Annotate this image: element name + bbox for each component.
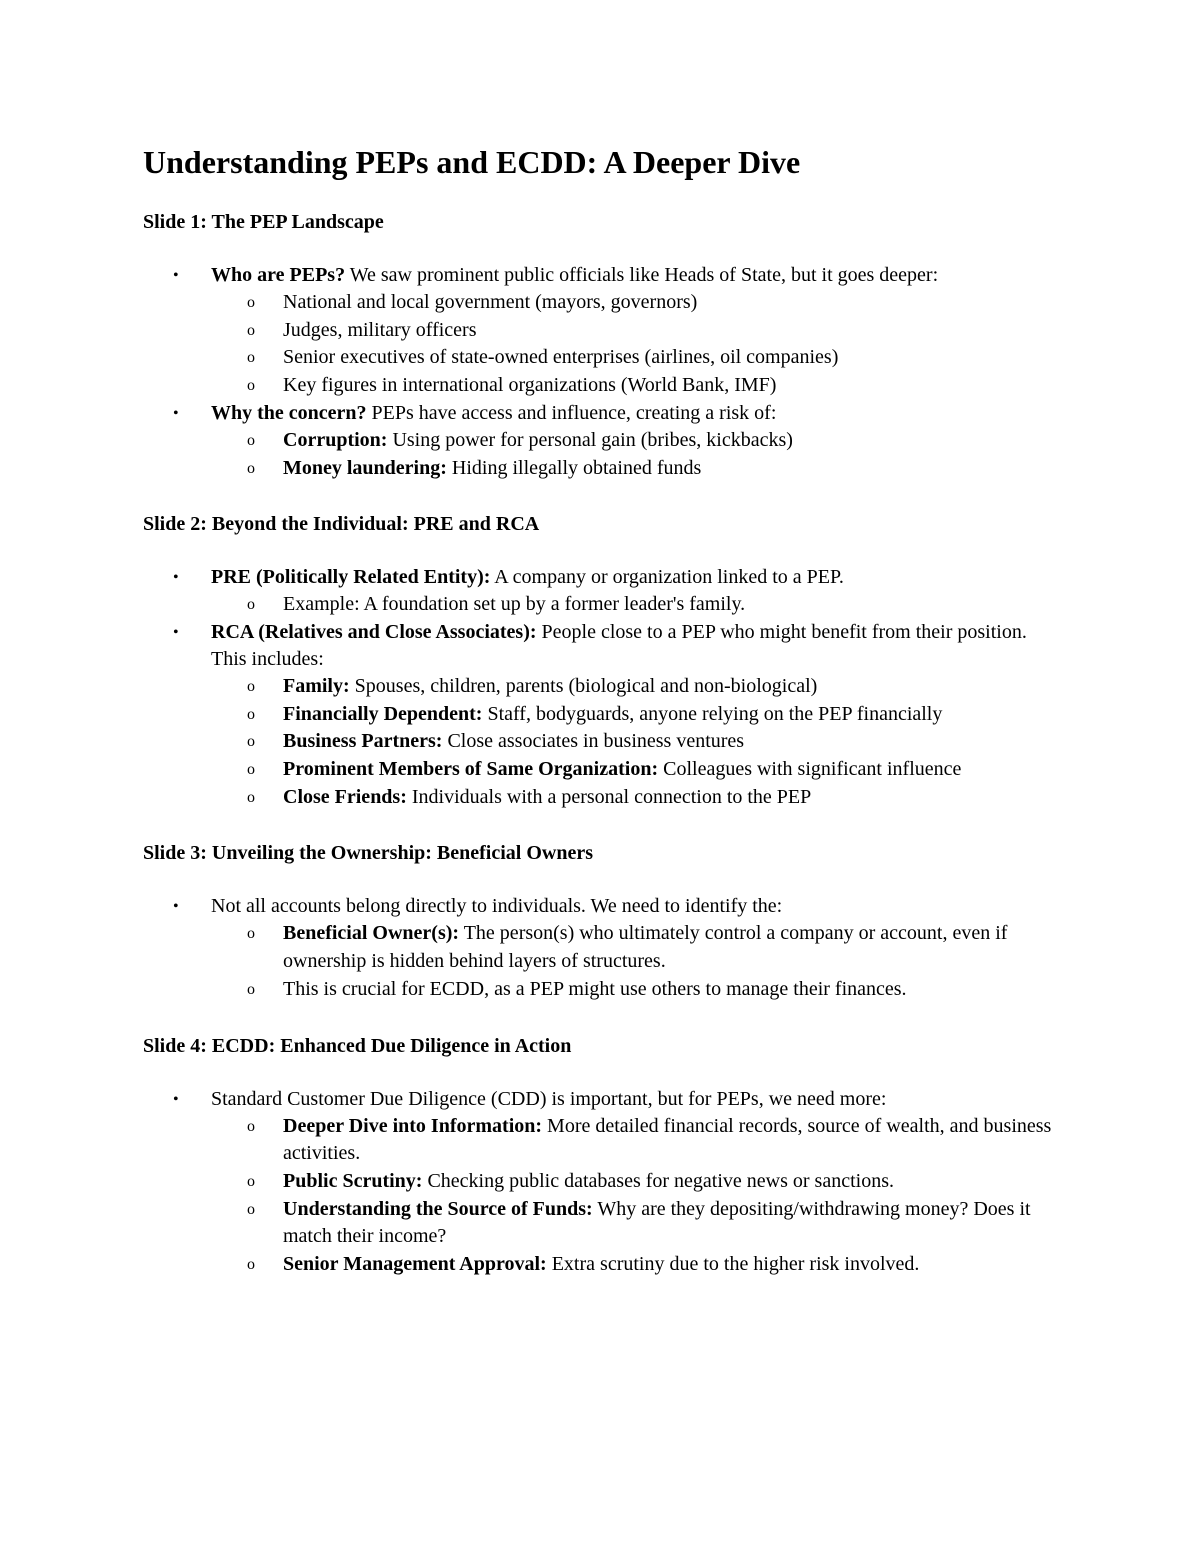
sub-bullet-icon: o <box>247 925 255 943</box>
sub-list-item <box>143 591 1063 619</box>
bullet-list <box>143 564 1063 811</box>
sub-bullet-icon: o <box>247 1256 255 1274</box>
item-label: PRE (Politically Related Entity): <box>211 566 491 589</box>
sub-item-text: Individuals with a personal connection to the PEP <box>406 785 812 808</box>
sub-item-label: Financially Dependent: <box>283 702 483 725</box>
sub-bullet-icon: o <box>247 705 255 723</box>
sub-item-text: Judges, military officers <box>283 318 477 341</box>
sub-bullet-icon: o <box>247 761 255 779</box>
item-text: PEPs have access and influence, creating a risk of: <box>366 401 777 424</box>
section-heading: Slide 1: The PEP Landscape <box>143 211 384 233</box>
sub-bullet-icon: o <box>247 349 255 367</box>
sub-list-item <box>143 784 1063 812</box>
spacer <box>143 236 1063 262</box>
sub-list-item <box>143 673 1063 701</box>
sub-item-label: Corruption: <box>283 428 388 451</box>
sub-list-item <box>143 289 1063 317</box>
section-slide-3 <box>143 839 1063 1031</box>
sub-item-label: Beneficial Owner(s): <box>283 922 460 945</box>
spacer <box>143 538 1063 564</box>
sub-bullet-icon: o <box>247 677 255 695</box>
bullet-icon: • <box>173 569 179 587</box>
bullet-icon: • <box>173 898 179 916</box>
sub-item-text: Example: A foundation set up by a former leader's family. <box>283 593 746 616</box>
sub-item-text: Extra scrutiny due to the higher risk involved. <box>546 1253 920 1276</box>
spacer <box>143 1060 1063 1086</box>
sub-item-text: This is crucial for ECDD, as a PEP might use others to manage their finances. <box>283 977 907 1000</box>
bullet-list <box>143 1086 1063 1279</box>
sub-list-item <box>143 1196 1063 1251</box>
spacer <box>143 867 1063 893</box>
sub-bullet-list <box>211 427 1063 482</box>
sub-item-text: Using power for personal gain (bribes, kickbacks) <box>387 428 793 451</box>
sub-list-item <box>143 728 1063 756</box>
bullet-icon: • <box>173 267 179 284</box>
bullet-icon: • <box>173 623 179 641</box>
sub-item-text: Key figures in international organizations (World Bank, IMF) <box>283 374 777 397</box>
section-slide-2 <box>143 510 1063 839</box>
sub-list-item <box>143 1251 1063 1279</box>
spacer <box>143 1004 1063 1032</box>
document-page <box>143 138 1063 1279</box>
spacer <box>143 811 1063 839</box>
sub-list-item <box>143 317 1063 345</box>
sub-item-text: Checking public databases for negative news or sanctions. <box>422 1169 894 1192</box>
sub-bullet-icon: o <box>247 596 255 614</box>
sub-item-text: Colleagues with significant influence <box>658 758 962 781</box>
section-heading: Slide 3: Unveiling the Ownership: Beneficial Owners <box>143 842 593 865</box>
sub-item-text: The person(s) who ultimately control a company or account, even if ownership is hidden behind layers of structures. <box>283 922 1008 973</box>
sub-item-label: Business Partners: <box>283 730 443 753</box>
sub-item-label: Money laundering: <box>283 456 447 479</box>
document-title: Understanding PEPs and ECDD: A Deeper Dive <box>143 144 801 180</box>
sub-bullet-list <box>211 920 1063 1003</box>
list-item <box>143 893 1063 1003</box>
sub-bullet-list <box>211 591 1063 619</box>
sub-bullet-icon: o <box>247 788 255 806</box>
sub-list-item <box>143 372 1063 400</box>
sub-list-item <box>143 455 1063 483</box>
item-text: A company or organization linked to a PEP. <box>490 566 844 589</box>
sub-bullet-icon: o <box>247 377 255 395</box>
sub-item-text: More detailed financial records, source of wealth, and business activities. <box>283 1114 1052 1165</box>
spacer <box>143 482 1063 510</box>
item-label: RCA (Relatives and Close Associates): <box>211 620 537 643</box>
sub-list-item <box>143 976 1063 1004</box>
sub-item-text: National and local government (mayors, governors) <box>283 291 698 313</box>
sub-bullet-icon: o <box>247 980 255 998</box>
list-item <box>143 262 1063 400</box>
list-item <box>143 564 1063 619</box>
sub-item-text: Hiding illegally obtained funds <box>446 456 702 479</box>
sub-bullet-icon: o <box>247 1200 255 1218</box>
sub-bullet-icon: o <box>247 733 255 751</box>
sub-bullet-icon: o <box>247 459 255 477</box>
sub-item-label: Family: <box>283 674 350 697</box>
sub-bullet-icon: o <box>247 294 255 311</box>
sub-list-item <box>143 920 1063 975</box>
list-item <box>143 619 1063 812</box>
section-slide-1 <box>143 208 1063 510</box>
bullet-icon: • <box>173 404 179 422</box>
sub-bullet-icon: o <box>247 1117 255 1135</box>
sub-item-label: Understanding the Source of Funds: <box>283 1197 593 1220</box>
document-body <box>143 208 1063 1279</box>
item-text: People close to a PEP who might benefit from their position. This includes: <box>211 620 1027 670</box>
bullet-list <box>143 262 1063 482</box>
sub-item-label: Public Scrutiny: <box>283 1169 423 1192</box>
sub-item-text: Close associates in business ventures <box>442 730 745 753</box>
sub-list-item <box>143 701 1063 729</box>
sub-list-item <box>143 344 1063 372</box>
list-item <box>143 1086 1063 1279</box>
item-label: Why the concern? <box>211 401 367 424</box>
item-text: Standard Customer Due Diligence (CDD) is important, but for PEPs, we need more: <box>211 1087 887 1110</box>
item-text: Not all accounts belong directly to individuals. We need to identify the: <box>211 895 783 918</box>
sub-list-item <box>143 427 1063 455</box>
sub-bullet-list <box>211 1113 1063 1279</box>
list-item <box>143 400 1063 482</box>
sub-item-text: Why are they depositing/withdrawing money? Does it match their income? <box>283 1197 1031 1248</box>
sub-list-item <box>143 756 1063 784</box>
section-heading: Slide 2: Beyond the Individual: PRE and RCA <box>143 513 540 536</box>
sub-list-item <box>143 1168 1063 1196</box>
sub-bullet-icon: o <box>247 321 255 339</box>
sub-item-label: Close Friends: <box>283 785 407 808</box>
sub-bullet-list <box>211 289 1063 400</box>
bullet-icon: • <box>173 1090 179 1108</box>
sub-bullet-icon: o <box>247 1172 255 1190</box>
sub-item-text: Spouses, children, parents (biological and non-biological) <box>349 674 818 697</box>
section-slide-4 <box>143 1032 1063 1279</box>
sub-item-label: Prominent Members of Same Organization: <box>283 758 659 781</box>
section-heading: Slide 4: ECDD: Enhanced Due Diligence in Action <box>143 1034 572 1057</box>
sub-bullet-list <box>211 673 1063 812</box>
sub-item-text: Senior executives of state-owned enterprises (airlines, oil companies) <box>283 346 839 369</box>
sub-item-label: Deeper Dive into Information: <box>283 1114 543 1137</box>
sub-list-item <box>143 1113 1063 1168</box>
bullet-list <box>143 893 1063 1003</box>
sub-item-label: Senior Management Approval: <box>283 1253 547 1276</box>
item-text: We saw prominent public officials like Heads of State, but it goes deeper: <box>345 264 939 286</box>
sub-item-text: Staff, bodyguards, anyone relying on the PEP financially <box>482 702 943 725</box>
item-label: Who are PEPs? <box>211 264 346 286</box>
sub-bullet-icon: o <box>247 431 255 449</box>
